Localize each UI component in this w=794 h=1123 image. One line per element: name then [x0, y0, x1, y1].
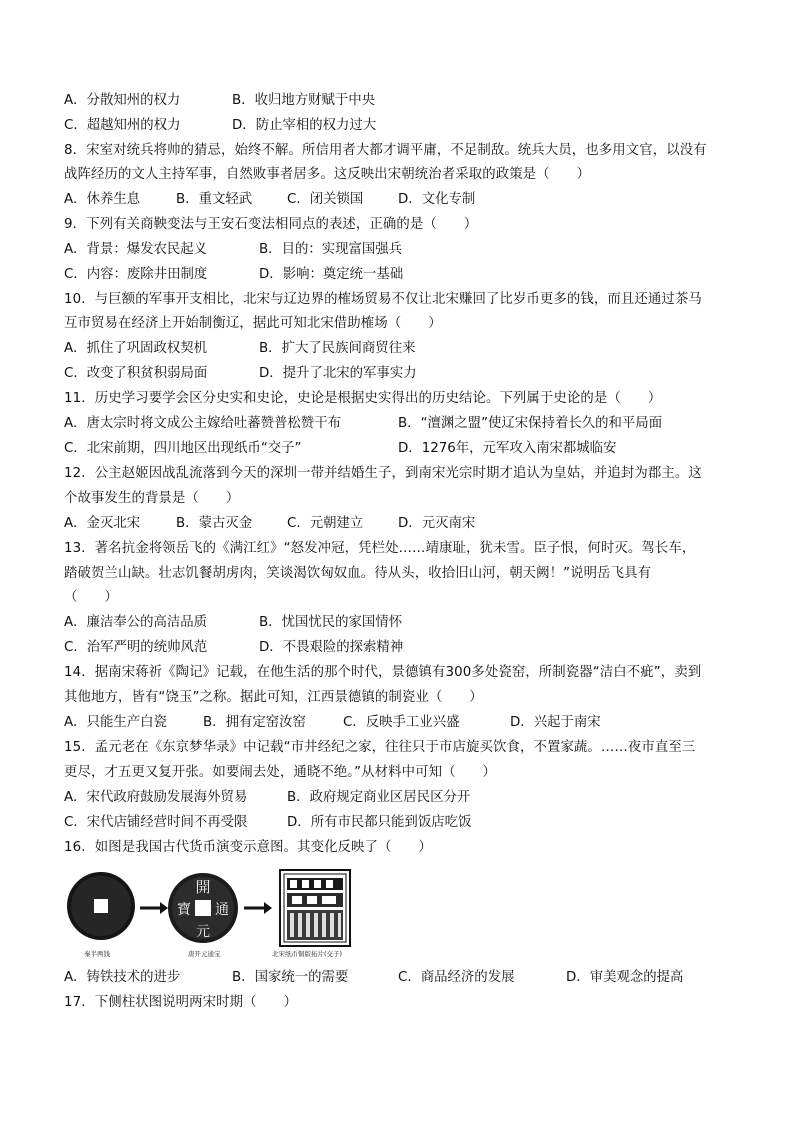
q8-option-b: B．重文轻武: [176, 192, 253, 207]
q13-option-a: A．廉洁奉公的高洁品质: [64, 615, 208, 630]
q11-option-b: B．“澶渊之盟”使辽宋保持着长久的和平局面: [398, 416, 663, 431]
q11-option-d: D．1276年，元军攻入南宋都城临安: [398, 441, 617, 456]
q8-option-a: A．休养生息: [64, 192, 141, 207]
q10-option-a: A．抓住了巩固政权契机: [64, 341, 208, 356]
question-14-text: 14．据南宋蒋祈《陶记》记载，在他生活的那个时代，景德镇有300多处瓷窑，所制瓷器“洁白不疵”，卖到: [64, 665, 702, 680]
q10-option-b: B．扩大了民族间商贸往来: [259, 341, 416, 356]
q16-option-a: A．铸铁技术的进步: [64, 970, 181, 985]
question-9-text: 9．下列有关商鞅变法与王安石变法相同点的表述，正确的是（ ）: [64, 217, 478, 232]
q16-option-b: B．国家统一的需要: [232, 970, 349, 985]
q15-option-a: A．宋代政府鼓励发展海外贸易: [64, 790, 248, 805]
question-8-text-cont: 战阵经历的文人主持军事，自然败事者居多。这反映出宋朝统治者采取的政策是（ ）: [64, 167, 591, 182]
q12-option-d: D．元灭南宋: [398, 516, 476, 531]
q14-option-c: C．反映手工业兴盛: [343, 715, 460, 730]
q13-option-b: B．忧国忧民的家国情怀: [259, 615, 403, 630]
q15-option-d: D．所有市民都只能到饭店吃饭: [287, 815, 472, 830]
question-10-text-cont: 互市贸易在经济上开始制衡辽，据此可知北宋借助榷场（ ）: [64, 316, 442, 331]
q15-option-b: B．政府规定商业区居民区分开: [287, 790, 471, 805]
question-8-text: 8．宋室对统兵将帅的猜忌，始终不解。所信用者大都才调平庸，不足制敌。统兵大员，也多用文官，以没有: [64, 143, 707, 158]
q9-option-c: C．内容：废除井田制度: [64, 267, 208, 282]
q13-option-c: C．治军严明的统帅风范: [64, 640, 208, 655]
q8-option-c: C．闭关锁国: [287, 192, 364, 207]
q12-option-a: A．金灭北宋: [64, 516, 141, 531]
q11-option-a: A．唐太宗时将文成公主嫁给吐蕃赞普松赞干布: [64, 416, 341, 431]
q14-option-d: D．兴起于南宋: [510, 715, 601, 730]
question-15-text: 15．孟元老在《东京梦华录》中记载“市井经纪之家，往往只于市店旋买饮食，不置家蔬。……夜市直至三: [64, 740, 696, 755]
question-12-text-cont: 个故事发生的背景是（ ）: [64, 491, 240, 506]
tang-kaiyuan-coin-icon: [168, 873, 238, 943]
q14-option-a: A．只能生产白瓷: [64, 715, 167, 730]
q10-option-d: D．提升了北宋的军事实力: [259, 366, 417, 381]
q9-option-a: A．背景：爆发农民起义: [64, 242, 208, 257]
coin-glyph-right: 通: [215, 902, 229, 918]
q13-option-d: D．不畏艰险的探索精神: [259, 640, 404, 655]
question-15-text-cont: 更尽，才五更又复开张。如要闹去处，通晓不绝。”从材料中可知（ ）: [64, 765, 497, 780]
coin-caption-jiaozi: 北宋纸币铜版拓片(交子): [272, 950, 343, 958]
option-c: C．超越知州的权力: [64, 118, 181, 133]
question-10-text: 10．与巨额的军事开支相比，北宋与辽边界的榷场贸易不仅让北宋赚回了比岁币更多的钱，而且还通过茶马: [64, 292, 702, 307]
question-11-text: 11．历史学习要学会区分史实和史论，史论是根据史实得出的历史结论。下列属于史论的是（ ）: [64, 391, 662, 406]
question-13-text: 13．著名抗金将领岳飞的《满江红》“怒发冲冠，凭栏处……靖康耻，犹未雪。臣子恨，何时灭。驾长车，: [64, 541, 696, 556]
currency-evolution-figure: [64, 868, 354, 960]
q12-option-b: B．蒙古灭金: [176, 516, 253, 531]
arrow-right-icon: [244, 902, 272, 914]
q12-option-c: C．元朝建立: [287, 516, 364, 531]
question-13-text-cont: 踏破贺兰山缺。壮志饥餐胡虏肉，笑谈渴饮匈奴血。待从头，收拾旧山河，朝天阙！”说明岳飞具有: [64, 566, 652, 581]
q8-option-d: D．文化专制: [398, 192, 476, 207]
option-a: A．分散知州的权力: [64, 93, 181, 108]
arrow-right-icon: [140, 902, 168, 914]
q11-option-c: C．北宋前期，四川地区出现纸币“交子”: [64, 441, 302, 456]
q9-option-d: D．影响：奠定统一基础: [259, 267, 404, 282]
q9-option-b: B．目的：实现富国强兵: [259, 242, 403, 257]
option-d: D．防止宰相的权力过大: [232, 118, 377, 133]
question-14-text-cont: 其他地方，皆有“饶玉”之称。据此可知，江西景德镇的制瓷业（ ）: [64, 690, 483, 705]
question-12-text: 12．公主赵姬因战乱流落到今天的深圳一带并结婚生子，到南宋光宗时期才追认为皇姑，并追封为郡主。这: [64, 466, 702, 481]
q16-option-c: C．商品经济的发展: [398, 970, 515, 985]
q16-option-d: D．审美观念的提高: [566, 970, 684, 985]
question-17-text: 17．下侧柱状图说明两宋时期（ ）: [64, 995, 298, 1010]
coin-glyph-left: 寶: [177, 902, 191, 918]
coin-caption-qin: 秦半两钱: [84, 950, 110, 958]
qin-banliang-coin-icon: [67, 872, 135, 940]
question-13-answer-paren: （ ）: [64, 590, 118, 605]
q10-option-c: C．改变了积贫积弱局面: [64, 366, 208, 381]
question-16-text: 16．如图是我国古代货币演变示意图。其变化反映了（ ）: [64, 840, 432, 855]
option-b: B．收归地方财赋于中央: [232, 93, 376, 108]
q14-option-b: B．拥有定窑汝窑: [203, 715, 306, 730]
coin-caption-tang: 唐开元通宝: [188, 950, 221, 958]
q15-option-c: C．宋代店铺经营时间不再受限: [64, 815, 248, 830]
coin-glyph-bottom: 元: [196, 924, 210, 940]
currency-illustration: [64, 868, 354, 960]
jiaozi-banknote-icon: [280, 870, 350, 946]
coin-glyph-top: 開: [195, 878, 211, 896]
